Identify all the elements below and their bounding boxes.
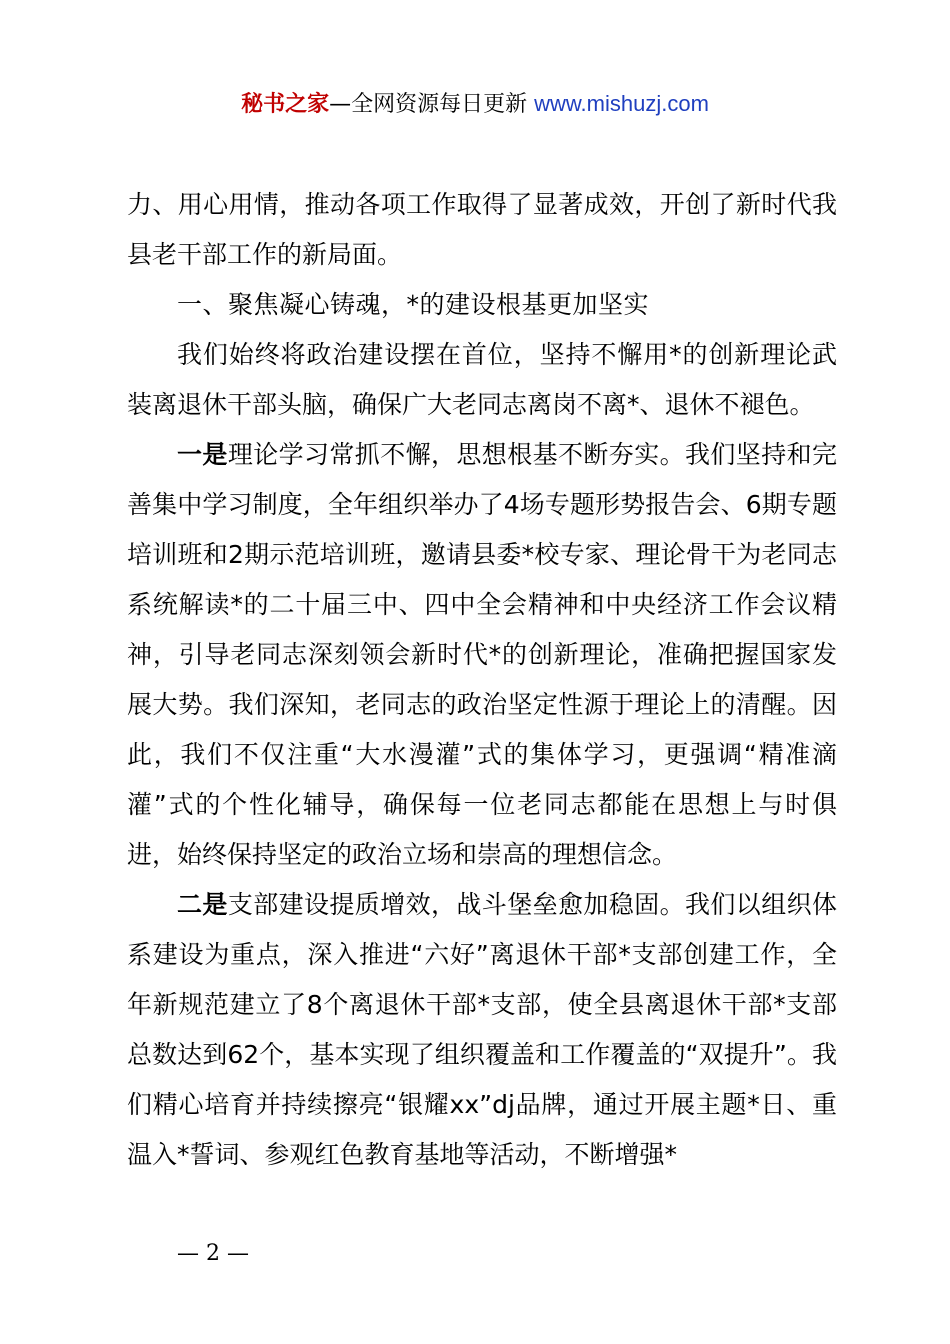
- site-url-link[interactable]: www.mishuzj.com: [534, 91, 709, 116]
- paragraph-intro: 我们始终将政治建设摆在首位，坚持不懈用*的创新理论武装离退休干部头脑，确保广大老同志离岗不离*、退休不褪色。: [127, 340, 837, 419]
- point-two-lead: 二是: [177, 890, 228, 919]
- point-two-text: 支部建设提质增效，战斗堡垒愈加稳固。我们以组织体系建设为重点，深入推进“六好”离退休干部*支部创建工作，全年新规范建立了8个离退休干部*支部，使全县离退休干部*支部总数达到62个，基本实现了组织覆盖和工作覆盖的“双提升”。我们精心培育并持续擦亮“银耀xx”dj品牌，通过开展主题*日、重温入*誓词、参观红色教育基地等活动，不断增强*: [127, 890, 837, 1169]
- paragraph-point-two: [127, 880, 837, 1180]
- section-heading: 一、聚焦凝心铸魂，*的建设根基更加坚实: [177, 290, 650, 319]
- document-body: [127, 180, 837, 1180]
- site-tagline: —全网资源每日更新: [329, 92, 535, 117]
- page-number: — 2 —: [177, 1241, 249, 1266]
- paragraph-continued: 力、用心用情，推动各项工作取得了显著成效，开创了新时代我县老干部工作的新局面。: [127, 190, 837, 269]
- site-brand: 秘书之家: [241, 92, 330, 117]
- point-one-lead: 一是: [177, 440, 228, 469]
- point-one-text: 理论学习常抓不懈，思想根基不断夯实。我们坚持和完善集中学习制度，全年组织举办了4场专题形势报告会、6期专题培训班和2期示范培训班，邀请县委*校专家、理论骨干为老同志系统解读*的二十届三中、四中全会精神和中央经济工作会议精神，引导老同志深刻领会新时代*的创新理论，准确把握国家发展大势。我们深知，老同志的政治坚定性源于理论上的清醒。因此，我们不仅注重“大水漫灌”式的集体学习，更强调“精准滴灌”式的个性化辅导，确保每一位老同志都能在思想上与时俱进，始终保持坚定的政治立场和崇高的理想信念。: [127, 440, 837, 869]
- site-header: [0, 87, 950, 122]
- paragraph-point-one: [127, 430, 837, 880]
